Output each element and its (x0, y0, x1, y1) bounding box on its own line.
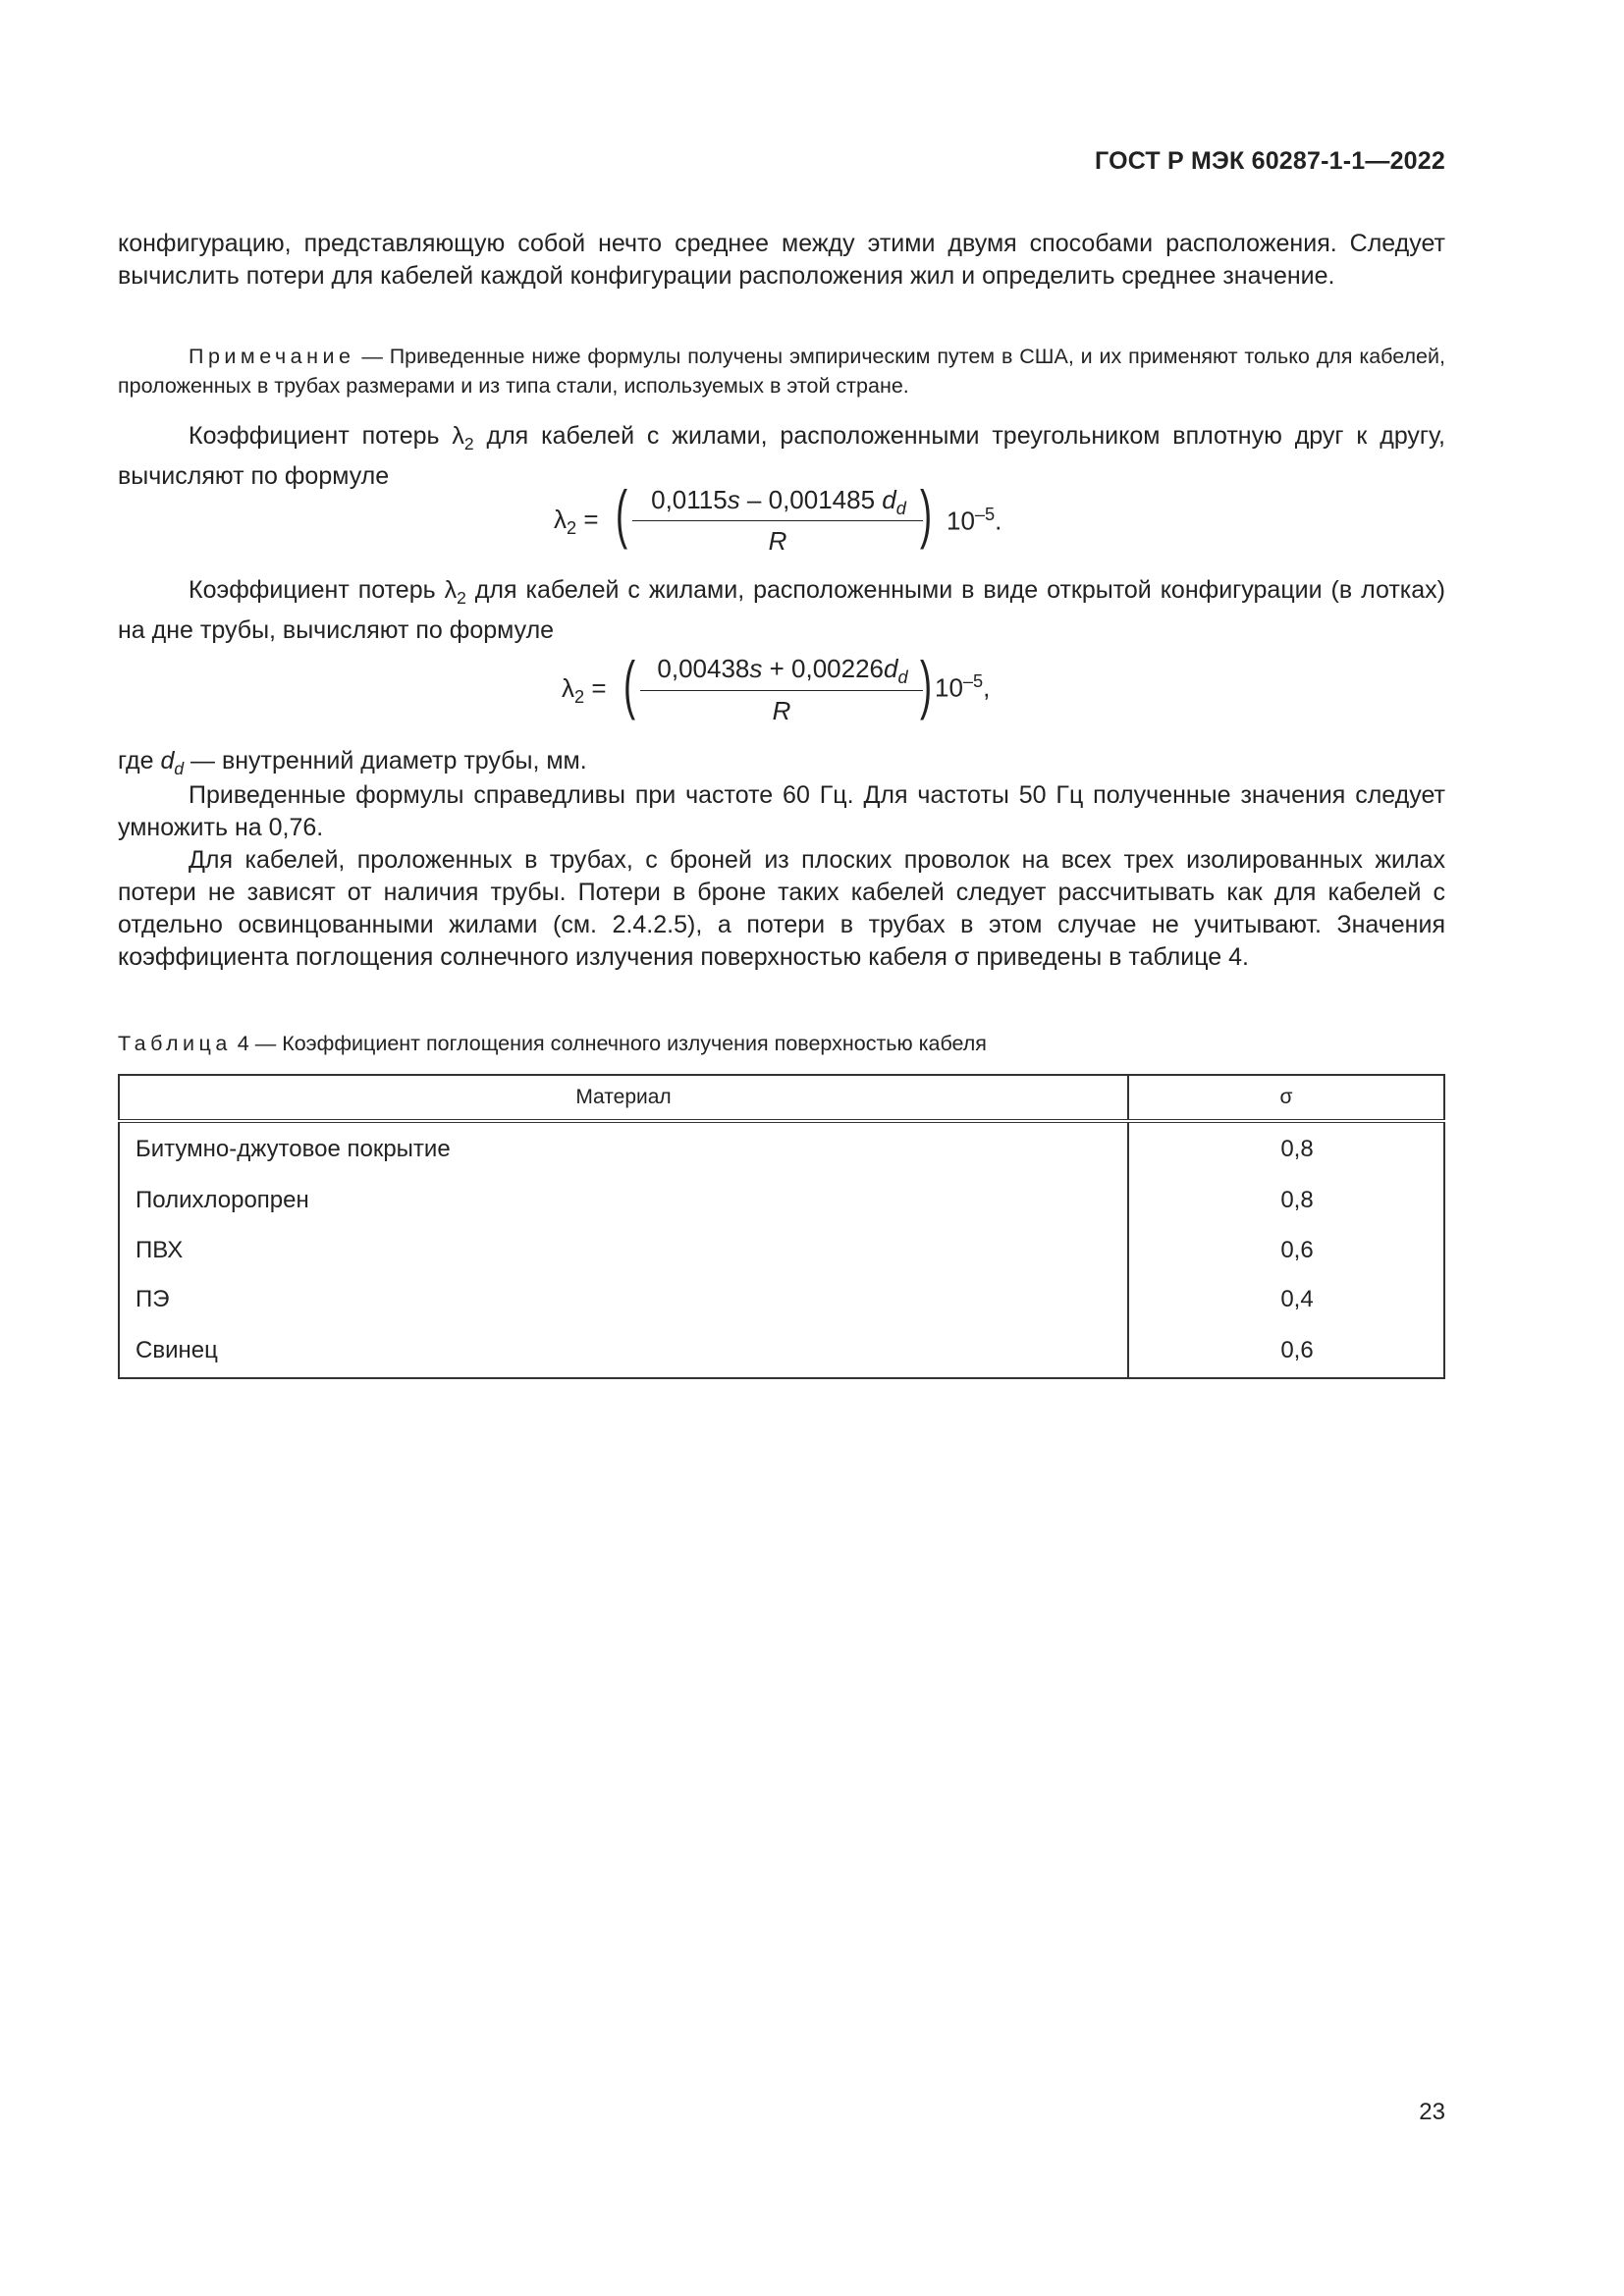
formula1-denominator: R (768, 526, 787, 556)
cell-sigma: 0,8 (1280, 1136, 1314, 1162)
lambda-symbol: λ (452, 422, 464, 450)
num-fragment: 0,0115 (651, 485, 728, 514)
page-number: 23 (1419, 2099, 1445, 2125)
num-fragment: + 0,00226 (762, 654, 884, 683)
num-var-d-sub: d (897, 667, 908, 688)
formula2-right-paren: ) (919, 648, 933, 721)
text-fragment: Коэффициент потерь (189, 422, 453, 450)
text-fragment: приведены в таблице 4. (969, 943, 1249, 971)
cell-material: ПВХ (119, 1226, 1128, 1276)
num-var-d: d (882, 485, 896, 514)
cell-material: Полихлоропрен (119, 1176, 1128, 1226)
paragraph-triangle-formula-intro (118, 420, 1445, 493)
formula1-equals: = (576, 505, 599, 534)
text-fragment: Для кабелей, проложенных в трубах, с броней из плоских проволок на всех трех изолированных жилах потери не зависят от наличия трубы. Потери в броне таких кабелей следует рассчитывать как для кабелей с отдельно освинцованными жилами (см. 2.4.2.5), а потери в трубах в этом случае не учитывают. Значения коэффициента поглощения солнечного излучения поверхностью кабеля (118, 846, 1445, 971)
text-fragment: — внутренний диаметр трубы, мм. (184, 747, 587, 774)
text-fragment: где (118, 747, 161, 774)
factor-exponent: –5 (974, 505, 996, 524)
formula2-denominator: R (772, 696, 791, 725)
table-row (119, 1275, 1444, 1325)
num-var-d: d (884, 654, 898, 683)
num-var-d-sub: d (895, 499, 906, 519)
paragraph-open-config-formula-intro (118, 574, 1445, 647)
text-fragment: для кабелей с жилами, расположенными треугольником вплотную друг к другу, вычисляют по формуле (118, 422, 1445, 490)
formula1-factor (947, 505, 1001, 537)
formula1-numerator (632, 485, 925, 519)
table-row (119, 1121, 1444, 1176)
sigma-symbol: σ (953, 943, 970, 971)
num-var-s: s (727, 485, 740, 514)
table-header-row (119, 1075, 1444, 1121)
formula-end-punct: . (995, 506, 1002, 536)
formula1-fraction-bar (632, 520, 923, 521)
factor-base: 10 (947, 506, 975, 536)
formula2-left-paren: ( (623, 648, 636, 721)
factor-exponent: –5 (962, 671, 984, 691)
num-fragment: – 0,001485 (739, 485, 883, 514)
table-row (119, 1226, 1444, 1276)
document-code-header: ГОСТ Р МЭК 60287-1-1—2022 (1095, 147, 1445, 175)
formula2-equals: = (584, 673, 607, 703)
formula1-right-paren: ) (919, 477, 933, 550)
column-header-material: Материал (119, 1075, 1128, 1121)
num-fragment: 0,00438 (657, 654, 750, 683)
note-paragraph (118, 342, 1445, 400)
where-variable: d (160, 747, 175, 774)
formula1-left-paren: ( (615, 477, 628, 550)
table-row (119, 1325, 1444, 1378)
lambda-symbol: λ (444, 576, 458, 604)
paragraph-frequency: Приведенные формулы справедливы при частоте 60 Гц. Для частоты 50 Гц полученные значения следует умножить на 0,76. (118, 781, 1445, 841)
formula1-lambda: λ (554, 505, 567, 534)
formula1-lambda-sub: 2 (567, 518, 577, 539)
num-var-s: s (749, 654, 763, 683)
table-row (119, 1176, 1444, 1226)
where-variable-sub: d (174, 759, 185, 778)
cell-sigma: 0,6 (1280, 1236, 1314, 1263)
formula1-lhs (554, 505, 599, 539)
note-text: — Приведенные ниже формулы получены эмпирическим путем в США, и их применяют только для кабелей, проложенных в трубах размерами и из типа стали, используемых в этой стране. (118, 345, 1445, 398)
cell-sigma: 0,6 (1280, 1337, 1314, 1363)
cell-sigma: 0,4 (1280, 1286, 1314, 1313)
table-caption (118, 1032, 987, 1056)
cell-material: Битумно-джутовое покрытие (119, 1121, 1128, 1176)
column-header-sigma: σ (1128, 1075, 1444, 1121)
lambda-subscript: 2 (457, 588, 466, 608)
cell-sigma: 0,8 (1280, 1187, 1314, 1214)
formula2-factor (935, 671, 990, 704)
cell-material: Свинец (119, 1325, 1128, 1378)
paragraph-armour (118, 844, 1445, 974)
formula2-numerator (640, 654, 925, 688)
absorption-coefficient-table (118, 1074, 1445, 1379)
formula2-fraction-bar (640, 690, 923, 691)
paragraph-configuration: конфигурацию, представляющую собой нечто среднее между этими двумя способами расположения. Следует вычислить потери для кабелей каждой конфигурации расположения жил и определить среднее значение. (118, 230, 1445, 290)
formula-end-punct: , (983, 672, 991, 703)
table-caption-label: Таблица (118, 1032, 232, 1055)
text-fragment: для кабелей с жилами, расположенными в виде открытой конфигурации (в лотках) на дне трубы, вычисляют по формуле (118, 576, 1445, 644)
lambda-subscript: 2 (463, 434, 474, 454)
factor-base: 10 (935, 672, 963, 703)
text-fragment: Коэффициент потерь (189, 576, 445, 604)
cell-material: ПЭ (119, 1275, 1128, 1325)
formula2-lambda: λ (562, 673, 574, 703)
table-caption-text: 4 — Коэффициент поглощения солнечного излучения поверхностью кабеля (231, 1032, 987, 1055)
formula2-lhs (562, 673, 607, 708)
formula2-lambda-sub: 2 (574, 687, 585, 708)
note-label: Примечание (189, 345, 355, 368)
